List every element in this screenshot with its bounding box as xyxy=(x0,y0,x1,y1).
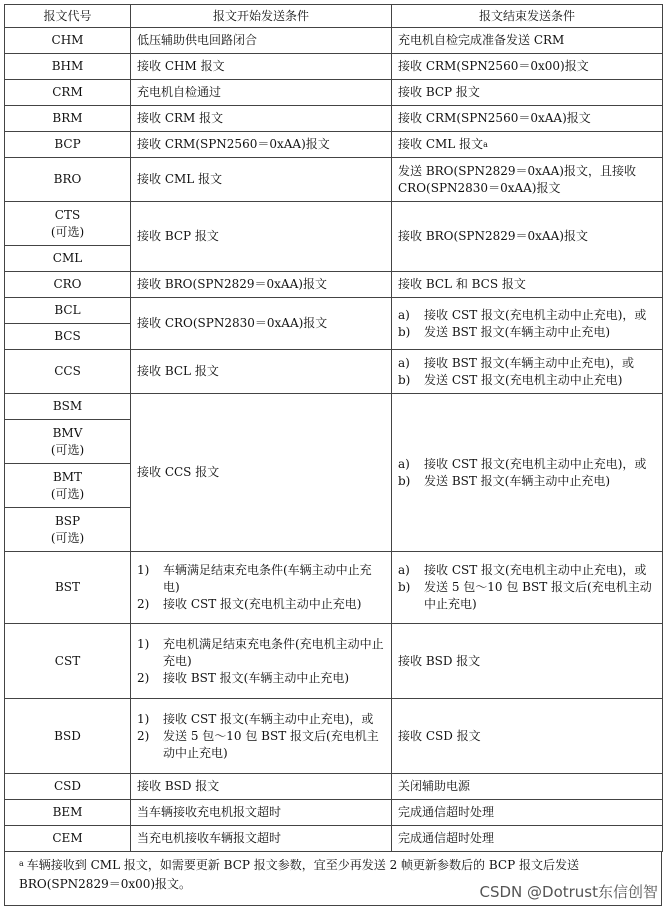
cell-code xyxy=(5,420,131,464)
cell-code: BCS xyxy=(5,324,131,350)
cell-code: BSM xyxy=(5,394,131,420)
cell-end: 发送 BRO(SPN2829＝0xAA)报文，且接收 CRO(SPN2830＝0xAA)报文 xyxy=(392,158,663,202)
table-row xyxy=(5,132,663,158)
table-row xyxy=(5,826,663,852)
cell-start xyxy=(131,699,392,774)
list-item xyxy=(398,324,656,341)
table-row xyxy=(5,699,663,774)
cell-end xyxy=(392,298,663,350)
footnote-ref: a xyxy=(483,140,488,149)
item-marker: 1) xyxy=(137,563,150,577)
table-row xyxy=(5,394,663,420)
cell-start: 接收 BCL 报文 xyxy=(131,350,392,394)
cell-code xyxy=(5,508,131,552)
start-condition-list xyxy=(137,562,385,613)
list-item xyxy=(398,562,656,579)
table-row xyxy=(5,350,663,394)
cell-start xyxy=(131,624,392,699)
optional-note: (可选) xyxy=(50,442,85,457)
cell-code: CHM xyxy=(5,28,131,54)
cell-code: BHM xyxy=(5,54,131,80)
message-conditions-table xyxy=(4,4,663,852)
list-item xyxy=(398,307,656,324)
cell-start: 充电机自检通过 xyxy=(131,80,392,106)
table-row xyxy=(5,272,663,298)
cell-start: 接收 BCP 报文 xyxy=(131,202,392,272)
cell-code: CST xyxy=(5,624,131,699)
cell-end: 充电机自检完成准备发送 CRM xyxy=(392,28,663,54)
cell-start: 低压辅助供电回路闭合 xyxy=(131,28,392,54)
item-marker: b) xyxy=(398,473,411,488)
cell-end: 接收 BSD 报文 xyxy=(392,624,663,699)
item-text: 车辆满足结束充电条件(车辆主动中止充电) xyxy=(163,563,372,594)
cell-end xyxy=(392,132,663,158)
cell-code: BCL xyxy=(5,298,131,324)
optional-note: (可选) xyxy=(50,486,85,501)
item-marker: b) xyxy=(398,372,411,387)
start-condition-list xyxy=(137,636,385,687)
item-text: 接收 BST 报文(车辆主动中止充电) xyxy=(163,670,350,685)
cell-code xyxy=(5,464,131,508)
list-item xyxy=(398,372,656,389)
list-item xyxy=(137,711,385,728)
item-marker: a) xyxy=(398,307,410,322)
cell-end: 接收 CRM(SPN2560＝0x00)报文 xyxy=(392,54,663,80)
table-row xyxy=(5,800,663,826)
list-item xyxy=(137,636,385,670)
cell-start: 接收 CHM 报文 xyxy=(131,54,392,80)
item-text: 接收 CST 报文(车辆主动中止充电)，或 xyxy=(163,711,374,726)
table-row xyxy=(5,624,663,699)
list-item xyxy=(398,473,656,490)
cell-start: 接收 BRO(SPN2829＝0xAA)报文 xyxy=(131,272,392,298)
cell-code: BCP xyxy=(5,132,131,158)
item-marker: 1) xyxy=(137,711,150,726)
cell-code: BRO xyxy=(5,158,131,202)
item-text: 接收 CST 报文(充电机主动中止充电)，或 xyxy=(424,456,647,471)
cell-code: BRM xyxy=(5,106,131,132)
footnote-text: 车辆接收到 CML 报文，如需要更新 BCP 报文参数，宜至少再发送 2 帧更新参数后的 BCP 报文后发送 BRO(SPN2829＝0x00)报文。 xyxy=(19,858,579,891)
cell-code: CML xyxy=(5,246,131,272)
end-condition-list xyxy=(398,355,656,389)
optional-note: (可选) xyxy=(50,530,85,545)
list-item xyxy=(398,355,656,372)
item-marker: 2) xyxy=(137,670,150,685)
item-text: 充电机满足结束充电条件(充电机主动中止充电) xyxy=(163,636,384,668)
start-condition-list xyxy=(137,711,385,762)
cell-code: CSD xyxy=(5,774,131,800)
cell-start: 接收 CRM 报文 xyxy=(131,106,392,132)
optional-note: (可选) xyxy=(50,224,85,239)
item-marker: b) xyxy=(398,580,411,594)
end-condition-list xyxy=(398,456,656,490)
list-item xyxy=(137,728,385,762)
table-row xyxy=(5,774,663,800)
cell-end: 接收 CRM(SPN2560＝0xAA)报文 xyxy=(392,106,663,132)
header-end: 报文结束发送条件 xyxy=(392,5,663,28)
end-condition-list xyxy=(398,307,656,341)
item-text: 发送 5 包～10 包 BST 报文后(充电机主动中止充电) xyxy=(424,580,652,611)
list-item xyxy=(137,596,385,613)
cell-start: 当车辆接收充电机报文超时 xyxy=(131,800,392,826)
cell-end xyxy=(392,552,663,624)
list-item xyxy=(137,670,385,687)
cell-code: CRO xyxy=(5,272,131,298)
table-row xyxy=(5,54,663,80)
cell-end: 接收 CSD 报文 xyxy=(392,699,663,774)
cell-end xyxy=(392,394,663,552)
item-marker: 1) xyxy=(137,636,150,651)
cell-start: 接收 CRM(SPN2560＝0xAA)报文 xyxy=(131,132,392,158)
cell-end: 关闭辅助电源 xyxy=(392,774,663,800)
cell-start: 接收 CCS 报文 xyxy=(131,394,392,552)
code-label: BMV xyxy=(52,425,83,440)
table-row xyxy=(5,298,663,324)
footnote-mark: a xyxy=(19,859,24,868)
cell-end: 接收 BCP 报文 xyxy=(392,80,663,106)
header-start: 报文开始发送条件 xyxy=(131,5,392,28)
item-text: 接收 CST 报文(充电机主动中止充电) xyxy=(163,597,362,611)
item-marker: 2) xyxy=(137,597,150,611)
cell-code: BSD xyxy=(5,699,131,774)
item-text: 发送 CST 报文(充电机主动中止充电) xyxy=(424,372,623,387)
cell-code: BST xyxy=(5,552,131,624)
cell-end: 完成通信超时处理 xyxy=(392,826,663,852)
list-item xyxy=(398,456,656,473)
code-label: BMT xyxy=(52,469,83,484)
item-text: 接收 CST 报文(充电机主动中止充电)，或 xyxy=(424,307,647,322)
header-row xyxy=(5,5,663,28)
item-marker: 2) xyxy=(137,728,150,743)
item-text: 接收 CST 报文(充电机主动中止充电)，或 xyxy=(424,563,647,577)
cell-end: 接收 BCL 和 BCS 报文 xyxy=(392,272,663,298)
cell-end: 接收 BRO(SPN2829＝0xAA)报文 xyxy=(392,202,663,272)
cell-start xyxy=(131,552,392,624)
cell-end xyxy=(392,350,663,394)
cell-end: 完成通信超时处理 xyxy=(392,800,663,826)
item-marker: b) xyxy=(398,324,411,339)
list-item xyxy=(137,562,385,596)
cell-start: 接收 CML 报文 xyxy=(131,158,392,202)
cell-code xyxy=(5,202,131,246)
cell-code: BEM xyxy=(5,800,131,826)
item-marker: a) xyxy=(398,456,410,471)
table-row xyxy=(5,80,663,106)
code-label: BSP xyxy=(54,513,81,528)
item-marker: a) xyxy=(398,563,410,577)
table-row xyxy=(5,158,663,202)
table-row xyxy=(5,552,663,624)
cell-code: CRM xyxy=(5,80,131,106)
end-condition-list xyxy=(398,562,656,613)
cell-code: CEM xyxy=(5,826,131,852)
table-row xyxy=(5,28,663,54)
item-text: 发送 BST 报文(车辆主动中止充电) xyxy=(424,473,611,488)
cell-start: 当充电机接收车辆报文超时 xyxy=(131,826,392,852)
item-text: 发送 BST 报文(车辆主动中止充电) xyxy=(424,324,611,339)
cell-code: CCS xyxy=(5,350,131,394)
cell-start: 接收 CRO(SPN2830＝0xAA)报文 xyxy=(131,298,392,350)
watermark: CSDN @Dotrust东信创智 xyxy=(479,883,658,901)
cell-start: 接收 BSD 报文 xyxy=(131,774,392,800)
header-code: 报文代号 xyxy=(5,5,131,28)
list-item xyxy=(398,579,656,613)
code-label: CTS xyxy=(54,207,81,222)
table-row xyxy=(5,106,663,132)
item-text: 发送 5 包～10 包 BST 报文后(充电机主动中止充电) xyxy=(163,728,379,760)
item-text: 接收 BST 报文(车辆主动中止充电)，或 xyxy=(424,355,635,370)
cell-end-text: 接收 CML 报文 xyxy=(398,137,484,151)
table-row xyxy=(5,202,663,246)
item-marker: a) xyxy=(398,355,410,370)
